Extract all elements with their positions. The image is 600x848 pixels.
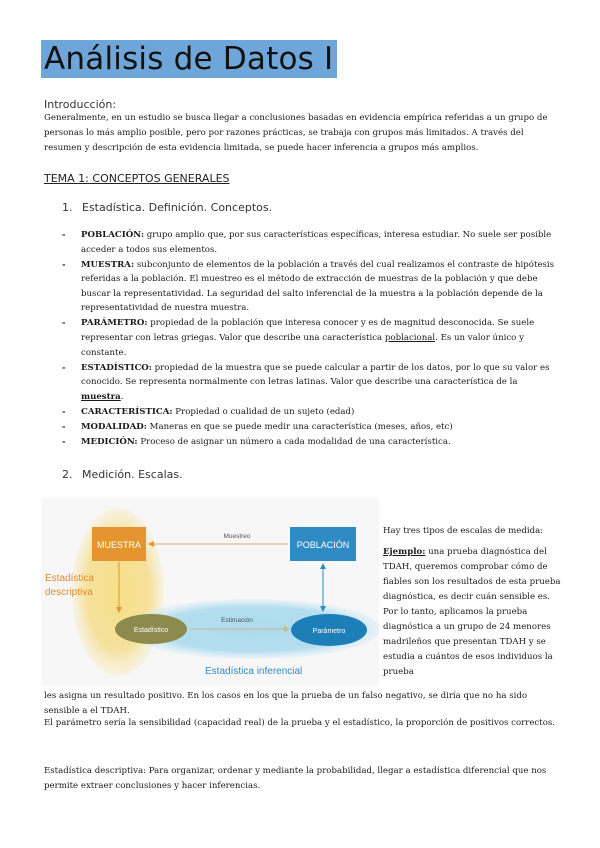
list-item: - PARÁMETRO: propiedad de la población que interesa conocer y es de magnitud desconocida. Se suele representar con letras griegas. Valor que describe una característica poblacional. Es un valor único y constante. bbox=[62, 318, 535, 358]
section-1-title: Estadística. Definición. Conceptos. bbox=[82, 201, 273, 214]
list-item: - MODALIDAD: Maneras en que se puede medir una característica (meses, años, etc) bbox=[62, 421, 453, 432]
muestreo-label: Muestreo bbox=[223, 533, 251, 540]
descriptiva-label-line1: Estadística bbox=[45, 573, 94, 584]
underlined-word: poblacional bbox=[384, 332, 436, 343]
example-label: Ejemplo: bbox=[383, 547, 426, 557]
definition-text: Proceso de asignar un número a cada modalidad de una característica. bbox=[137, 436, 451, 447]
section-1-number: 1. bbox=[62, 201, 73, 214]
definition-text: subconjunto de elementos de la población a través del cual realizamos el contraste de hipótesis referidas a la población. El muestreo es el método de extracción de muestras de la población y que debe buscar la representatividad. La seguridad del salto inferencial de la muestra a la población depende de la representatividad de nuestra muestra. bbox=[81, 259, 555, 314]
definition-term: MEDICIÓN: bbox=[81, 436, 138, 447]
definition-text: . Es un valor único y constante. bbox=[81, 332, 524, 358]
definition-text: Propiedad o cualidad de un sujeto (edad) bbox=[172, 406, 355, 417]
muestra-label: MUESTRA bbox=[96, 540, 142, 550]
estadistico-label: Estadístico bbox=[133, 627, 169, 634]
definition-text: . bbox=[120, 391, 124, 402]
underlined-word: muestra bbox=[81, 391, 121, 402]
scales-heading: Hay tres tipos de escalas de medida: bbox=[383, 526, 544, 536]
inferencial-label: Estadística inferencial bbox=[205, 666, 303, 677]
definition-text: grupo amplio que, por sus características específicas, interesa estudiar. No suele ser posible acceder a todos sus elementos. bbox=[81, 230, 552, 255]
list-item: - MEDICIÓN: Proceso de asignar un número a cada modalidad de una característica. bbox=[62, 436, 451, 447]
list-item: - CARACTERÍSTICA: Propiedad o cualidad de un sujeto (edad) bbox=[62, 406, 355, 417]
definition-text: propiedad de la muestra que se puede calcular a partir de los datos, por lo que su valor es conocido. Se representa normalmente con letras latinas. Valor que describe una característica de la bbox=[81, 362, 550, 388]
definitions-list bbox=[62, 228, 560, 450]
intro-heading: Introducción: bbox=[44, 98, 117, 111]
example-continuation: les asigna un resultado positivo. En los casos en los que la prueba de un falso negativo, se diría que no ha sido sensible a el TDAH. bbox=[44, 691, 528, 716]
section-2-number: 2. bbox=[62, 468, 73, 481]
definition-term: MUESTRA: bbox=[81, 259, 135, 270]
tema-heading: TEMA 1: CONCEPTOS GENERALES bbox=[44, 172, 230, 185]
descriptiva-label-line2: descriptiva bbox=[45, 587, 93, 598]
list-item: - ESTADÍSTICO: propiedad de la muestra que se puede calcular a partir de los datos, por lo que su valor es conocido. Se representa normalmente con letras latinas. Valor que describe una característica de la muestra. bbox=[62, 362, 550, 402]
section-1-heading bbox=[62, 201, 272, 214]
list-item: - MUESTRA: subconjunto de elementos de la población a través del cual realizamos el contraste de hipótesis referidas a la población. El muestreo es el método de extracción de muestras de la población y que debe buscar la representatividad. La seguridad del salto inferencial de la muestra a la población depende de la representatividad de nuestra muestra. bbox=[62, 259, 555, 314]
statistics-diagram bbox=[41, 498, 379, 686]
poblacion-label: POBLACIÓN bbox=[296, 540, 350, 550]
scales-column bbox=[383, 524, 563, 680]
definition-term: MODALIDAD: bbox=[81, 421, 147, 432]
definition-text: Maneras en que se puede medir una característica (meses, años, etc) bbox=[146, 421, 453, 432]
diagram-svg bbox=[41, 498, 379, 686]
parametro-label: Parámetro bbox=[312, 628, 346, 635]
intro-paragraph: Generalmente, en un estudio se busca llegar a conclusiones basadas en evidencia empírica referidas a un grupo de personas lo más amplio posible, pero por razones prácticas, se trabaja con grupos más limitados. A través del resumen y descripción de esta evidencia limitada, se puede hacer inferencia a grupos más amplios. bbox=[44, 113, 548, 153]
definition-term: PARÁMETRO: bbox=[81, 318, 148, 329]
example-text: una prueba diagnóstica del TDAH, queremos comprobar cómo de fiables son los resultados de esta prueba diagnóstica, es decir cuán sensible es. Por lo tanto, aplicamos la prueba diagnóstica a un grupo de 24 menores madrileños que presentan TDAH y se estudia a cuántos de esos individuos la prueba bbox=[383, 547, 561, 677]
definition-term: CARACTERÍSTICA: bbox=[81, 406, 173, 417]
example-paragraph bbox=[383, 545, 563, 680]
descriptive-paragraph: Estadística descriptiva: Para organizar, ordenar y mediante la probabilidad, llegar a estadística diferencial que nos permite extraer conclusiones y hacer inferencias. bbox=[44, 766, 547, 791]
definition-term: POBLACIÓN: bbox=[81, 230, 144, 240]
section-2-heading bbox=[62, 468, 183, 481]
page-title: Análisis de Datos I bbox=[41, 40, 337, 78]
parameter-paragraph: El parámetro sería la sensibilidad (capacidad real) de la prueba y el estadístico, la proporción de positivos correctos. bbox=[44, 718, 556, 728]
estimacion-label: Estimación bbox=[221, 617, 253, 624]
definition-term: ESTADÍSTICO: bbox=[81, 362, 152, 373]
definition-text: propiedad de la población que interesa conocer y es de magnitud desconocida. Se suele representar con letras griegas. Valor que describe una característica bbox=[81, 318, 535, 343]
list-item: - POBLACIÓN: grupo amplio que, por sus características específicas, interesa estudiar. No suele ser posible acceder a todos sus elementos. bbox=[62, 230, 552, 255]
section-2-title: Medición. Escalas. bbox=[82, 468, 183, 481]
